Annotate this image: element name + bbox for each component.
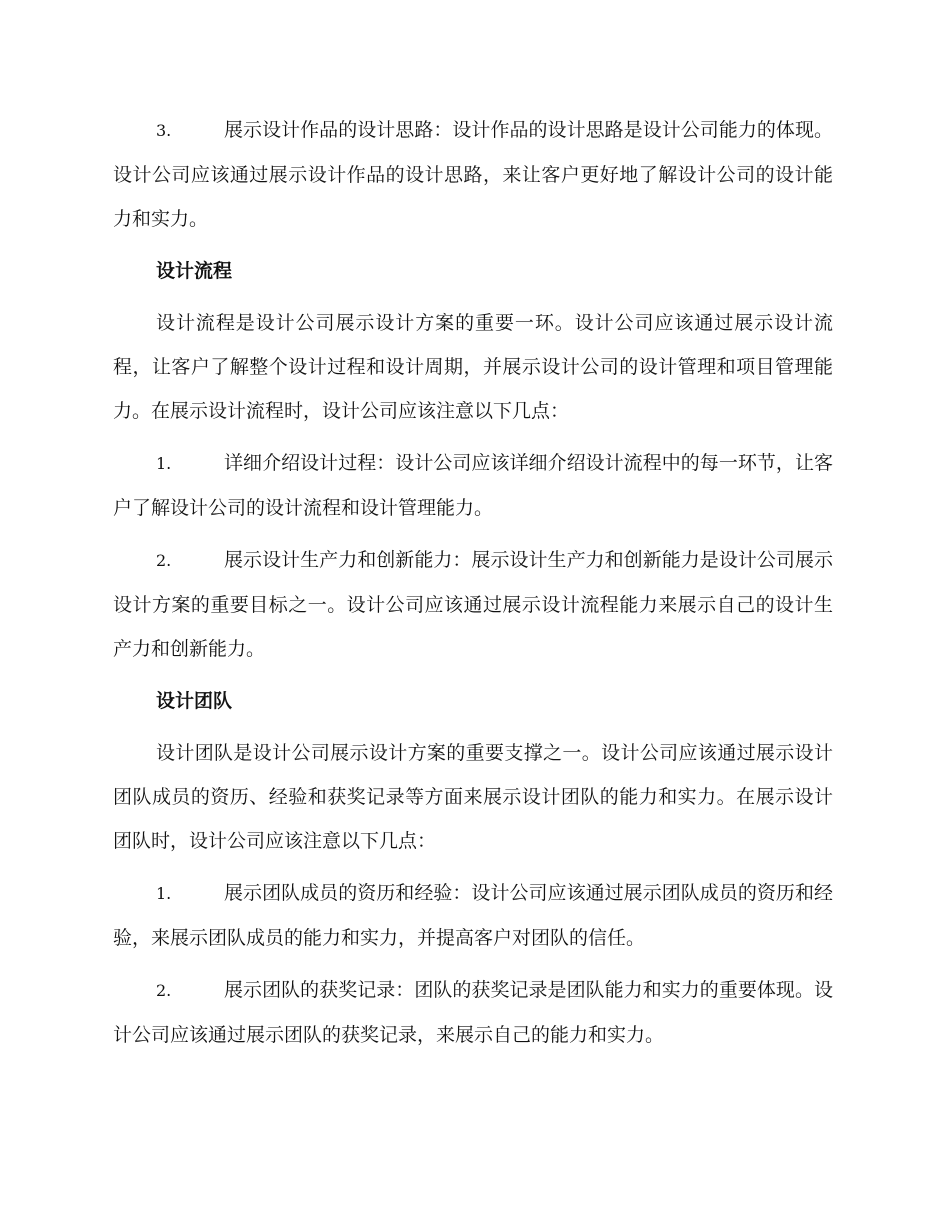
list-text: 展示设计作品的设计思路：设计作品的设计思路是设计公司能力的体现。设计公司应该通过展示设计作品的设计思路，来让客户更好地了解设计公司的设计能力和实力。 bbox=[113, 119, 833, 230]
list-number: 1. bbox=[156, 454, 172, 473]
list-item-process-2 bbox=[113, 538, 833, 671]
list-item-process-1 bbox=[113, 441, 833, 530]
list-item-team-1 bbox=[113, 871, 833, 960]
list-text: 详细介绍设计过程：设计公司应该详细介绍设计流程中的每一环节，让客户了解设计公司的设计流程和设计管理能力。 bbox=[113, 452, 833, 519]
document-body bbox=[113, 108, 833, 1065]
list-text: 展示设计生产力和创新能力：展示设计生产力和创新能力是设计公司展示设计方案的重要目标之一。设计公司应该通过展示设计流程能力来展示自己的设计生产力和创新能力。 bbox=[113, 549, 833, 660]
section-intro-process: 设计流程是设计公司展示设计方案的重要一环。设计公司应该通过展示设计流程，让客户了解整个设计过程和设计周期，并展示设计公司的设计管理和项目管理能力。在展示设计流程时，设计公司应该注意以下几点： bbox=[113, 312, 833, 422]
list-number: 3. bbox=[156, 121, 172, 140]
list-item-design-thinking bbox=[113, 108, 833, 241]
list-number: 1. bbox=[156, 884, 172, 903]
list-text: 展示团队成员的资历和经验：设计公司应该通过展示团队成员的资历和经验，来展示团队成员的能力和实力，并提高客户对团队的信任。 bbox=[113, 882, 833, 949]
list-item-team-2 bbox=[113, 968, 833, 1057]
list-text: 展示团队的获奖记录：团队的获奖记录是团队能力和实力的重要体现。设计公司应该通过展示团队的获奖记录，来展示自己的能力和实力。 bbox=[113, 979, 833, 1046]
section-heading-process: 设计流程 bbox=[156, 260, 233, 282]
section-heading-team: 设计团队 bbox=[156, 690, 233, 712]
list-number: 2. bbox=[156, 981, 172, 1000]
section-intro-team: 设计团队是设计公司展示设计方案的重要支撑之一。设计公司应该通过展示设计团队成员的资历、经验和获奖记录等方面来展示设计团队的能力和实力。在展示设计团队时，设计公司应该注意以下几点： bbox=[113, 742, 833, 852]
list-number: 2. bbox=[156, 551, 172, 570]
